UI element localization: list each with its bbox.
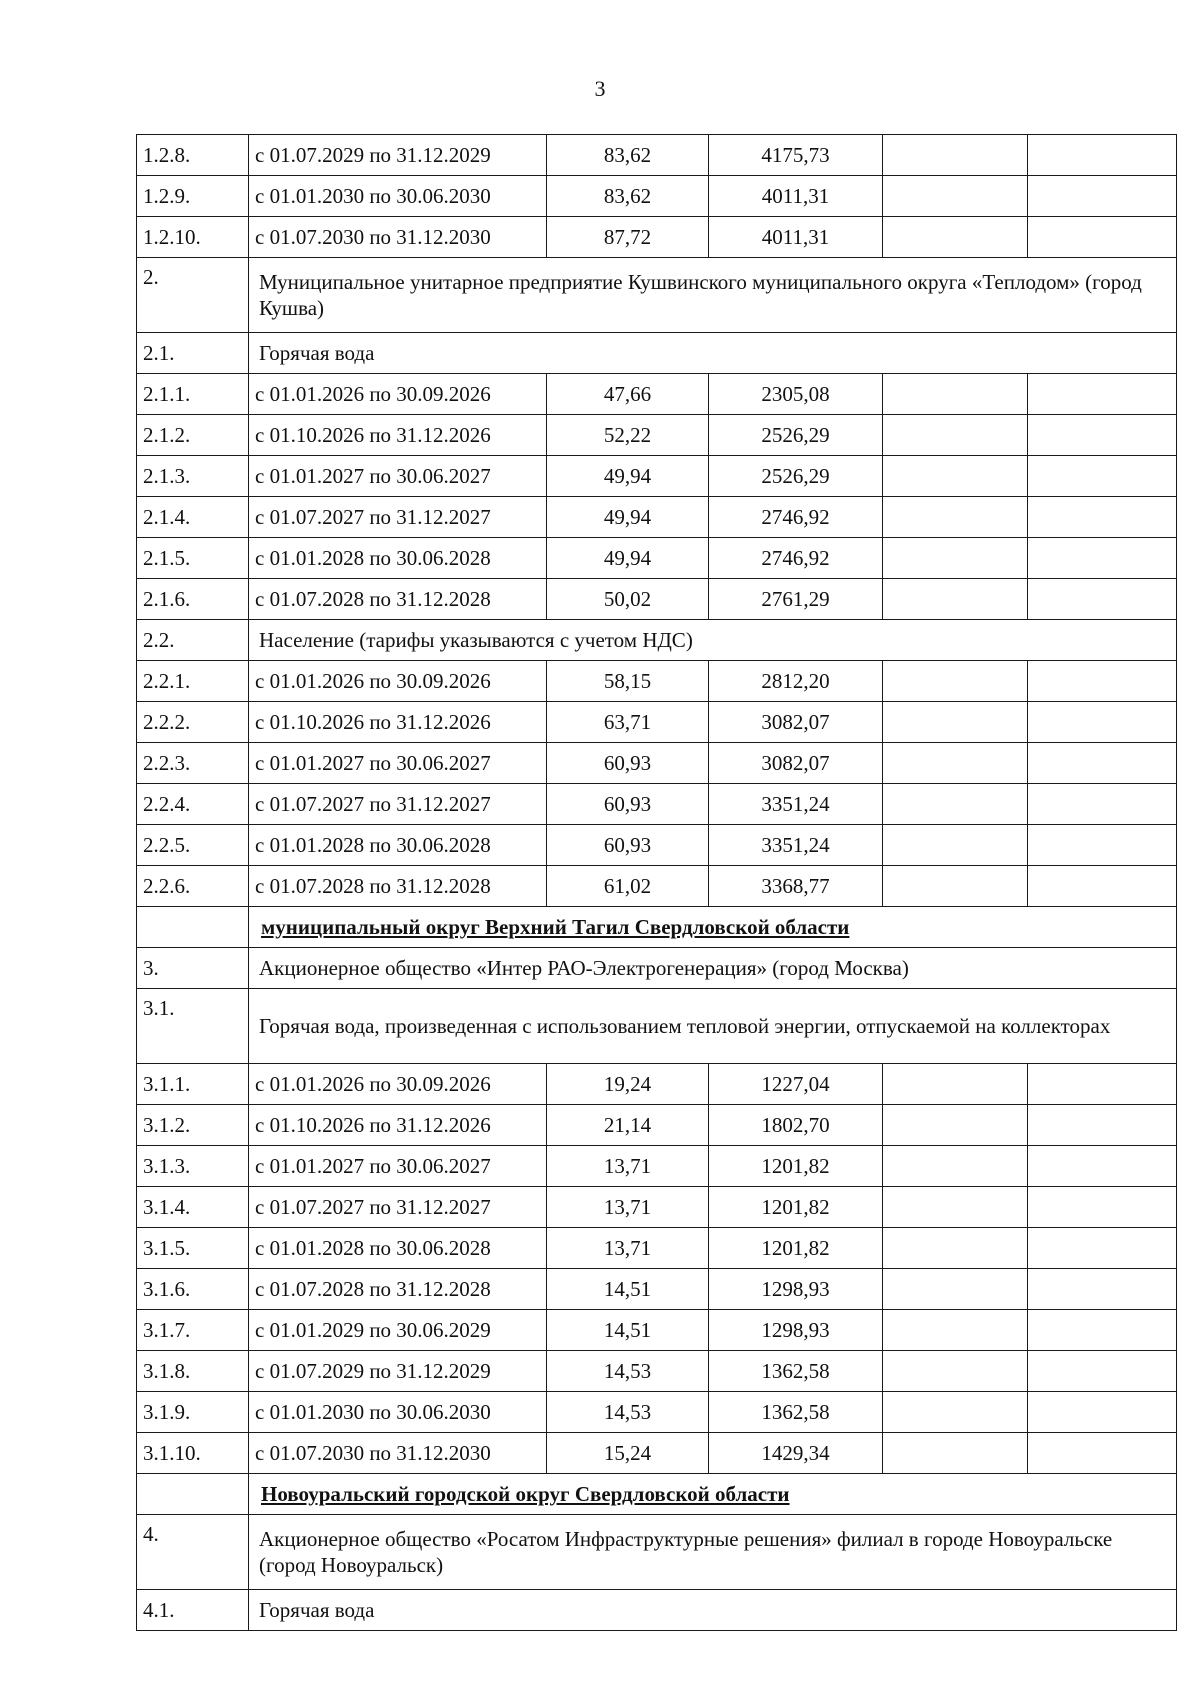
value-cell: 2305,08 <box>709 374 883 415</box>
row-code-cell: 2.1.6. <box>137 579 249 620</box>
value-cell: 2526,29 <box>709 456 883 497</box>
empty-cell <box>1028 743 1177 784</box>
table-row <box>137 456 1177 497</box>
value-cell: 3368,77 <box>709 866 883 907</box>
table-row <box>137 702 1177 743</box>
value-cell: 2812,20 <box>709 661 883 702</box>
period-cell: с 01.01.2026 по 30.09.2026 <box>249 1064 547 1105</box>
row-code-cell: 3.1.5. <box>137 1228 249 1269</box>
value-cell: 14,51 <box>547 1310 709 1351</box>
empty-cell <box>883 176 1028 217</box>
row-code-cell: 2.1.4. <box>137 497 249 538</box>
row-code-cell: 3.1.1. <box>137 1064 249 1105</box>
period-cell: с 01.01.2026 по 30.09.2026 <box>249 661 547 702</box>
value-cell: 14,51 <box>547 1269 709 1310</box>
empty-cell <box>883 1146 1028 1187</box>
value-cell: 63,71 <box>547 702 709 743</box>
period-cell: с 01.07.2028 по 31.12.2028 <box>249 1269 547 1310</box>
empty-cell <box>883 1310 1028 1351</box>
row-code-cell: 3.1.3. <box>137 1146 249 1187</box>
table-row <box>137 661 1177 702</box>
section-title: Население (тарифы указываются с учетом НДС) <box>249 620 1177 661</box>
section-heading-row <box>137 1590 1177 1631</box>
empty-cell <box>883 702 1028 743</box>
empty-cell <box>1028 1392 1177 1433</box>
value-cell: 60,93 <box>547 825 709 866</box>
empty-cell <box>1028 1187 1177 1228</box>
table-row <box>137 217 1177 258</box>
row-code-cell <box>137 1474 249 1515</box>
empty-cell <box>1028 1351 1177 1392</box>
row-code-cell: 3.1. <box>137 989 249 1064</box>
empty-cell <box>1028 579 1177 620</box>
value-cell: 2746,92 <box>709 497 883 538</box>
empty-cell <box>883 1187 1028 1228</box>
value-cell: 3351,24 <box>709 825 883 866</box>
empty-cell <box>1028 135 1177 176</box>
row-code-cell: 2.1.5. <box>137 538 249 579</box>
district-row <box>137 1474 1177 1515</box>
period-cell: с 01.07.2027 по 31.12.2027 <box>249 784 547 825</box>
empty-cell <box>1028 374 1177 415</box>
value-cell: 1201,82 <box>709 1187 883 1228</box>
empty-cell <box>1028 866 1177 907</box>
value-cell: 13,71 <box>547 1228 709 1269</box>
value-cell: 47,66 <box>547 374 709 415</box>
empty-cell <box>1028 1310 1177 1351</box>
period-cell: с 01.07.2030 по 31.12.2030 <box>249 1433 547 1474</box>
section-heading-row <box>137 258 1177 333</box>
row-code-cell: 2.2. <box>137 620 249 661</box>
value-cell: 2526,29 <box>709 415 883 456</box>
row-code-cell: 2.2.6. <box>137 866 249 907</box>
value-cell: 83,62 <box>547 176 709 217</box>
empty-cell <box>883 415 1028 456</box>
section-heading-row <box>137 989 1177 1064</box>
section-title: Горячая вода <box>249 1590 1177 1631</box>
table-row <box>137 538 1177 579</box>
section-heading-row <box>137 333 1177 374</box>
page-number: 3 <box>594 76 606 101</box>
row-code-cell: 2. <box>137 258 249 333</box>
value-cell: 2761,29 <box>709 579 883 620</box>
row-code-cell: 3. <box>137 948 249 989</box>
row-code-cell: 3.1.9. <box>137 1392 249 1433</box>
value-cell: 15,24 <box>547 1433 709 1474</box>
row-code-cell: 1.2.10. <box>137 217 249 258</box>
row-code-cell: 2.2.4. <box>137 784 249 825</box>
value-cell: 49,94 <box>547 497 709 538</box>
period-cell: с 01.01.2027 по 30.06.2027 <box>249 1146 547 1187</box>
table-row <box>137 415 1177 456</box>
period-cell: с 01.10.2026 по 31.12.2026 <box>249 702 547 743</box>
table-row <box>137 1105 1177 1146</box>
table-row <box>137 1310 1177 1351</box>
table-row <box>137 374 1177 415</box>
row-code-cell: 2.2.5. <box>137 825 249 866</box>
empty-cell <box>1028 702 1177 743</box>
value-cell: 14,53 <box>547 1392 709 1433</box>
value-cell: 58,15 <box>547 661 709 702</box>
value-cell: 1362,58 <box>709 1392 883 1433</box>
empty-cell <box>883 456 1028 497</box>
empty-cell <box>1028 497 1177 538</box>
row-code-cell: 2.1.3. <box>137 456 249 497</box>
value-cell: 52,22 <box>547 415 709 456</box>
row-code-cell: 3.1.8. <box>137 1351 249 1392</box>
period-cell: с 01.01.2027 по 30.06.2027 <box>249 456 547 497</box>
empty-cell <box>1028 1269 1177 1310</box>
empty-cell <box>1028 217 1177 258</box>
value-cell: 1201,82 <box>709 1146 883 1187</box>
value-cell: 60,93 <box>547 743 709 784</box>
row-code-cell: 4. <box>137 1515 249 1590</box>
empty-cell <box>883 1351 1028 1392</box>
period-cell: с 01.07.2027 по 31.12.2027 <box>249 1187 547 1228</box>
table-row <box>137 866 1177 907</box>
table-row <box>137 497 1177 538</box>
value-cell: 13,71 <box>547 1187 709 1228</box>
table-row <box>137 1187 1177 1228</box>
value-cell: 2746,92 <box>709 538 883 579</box>
period-cell: с 01.01.2028 по 30.06.2028 <box>249 1228 547 1269</box>
tariff-table <box>136 134 1177 1631</box>
empty-cell <box>883 825 1028 866</box>
table-row <box>137 1392 1177 1433</box>
table-row <box>137 1351 1177 1392</box>
district-title: Новоуральский городской округ Свердловской области <box>249 1474 1177 1515</box>
empty-cell <box>1028 176 1177 217</box>
table-row <box>137 1269 1177 1310</box>
value-cell: 1362,58 <box>709 1351 883 1392</box>
value-cell: 60,93 <box>547 784 709 825</box>
period-cell: с 01.01.2029 по 30.06.2029 <box>249 1310 547 1351</box>
empty-cell <box>1028 456 1177 497</box>
empty-cell <box>1028 415 1177 456</box>
value-cell: 87,72 <box>547 217 709 258</box>
value-cell: 83,62 <box>547 135 709 176</box>
value-cell: 1429,34 <box>709 1433 883 1474</box>
empty-cell <box>1028 1105 1177 1146</box>
empty-cell <box>883 538 1028 579</box>
empty-cell <box>883 217 1028 258</box>
value-cell: 3082,07 <box>709 743 883 784</box>
table-row <box>137 1228 1177 1269</box>
empty-cell <box>883 743 1028 784</box>
empty-cell <box>883 1433 1028 1474</box>
empty-cell <box>1028 538 1177 579</box>
empty-cell <box>883 374 1028 415</box>
row-code-cell: 3.1.10. <box>137 1433 249 1474</box>
row-code-cell: 2.2.1. <box>137 661 249 702</box>
empty-cell <box>1028 784 1177 825</box>
section-heading-row <box>137 1515 1177 1590</box>
value-cell: 50,02 <box>547 579 709 620</box>
row-code-cell: 2.2.3. <box>137 743 249 784</box>
section-heading-row <box>137 948 1177 989</box>
row-code-cell: 2.1.2. <box>137 415 249 456</box>
row-code-cell: 3.1.4. <box>137 1187 249 1228</box>
period-cell: с 01.07.2027 по 31.12.2027 <box>249 497 547 538</box>
empty-cell <box>883 1228 1028 1269</box>
section-title: Акционерное общество «Интер РАО-Электрогенерация» (город Москва) <box>249 948 1177 989</box>
value-cell: 4011,31 <box>709 217 883 258</box>
empty-cell <box>883 1064 1028 1105</box>
period-cell: с 01.10.2026 по 31.12.2026 <box>249 415 547 456</box>
value-cell: 14,53 <box>547 1351 709 1392</box>
row-code-cell: 2.1. <box>137 333 249 374</box>
section-title: Горячая вода, произведенная с использованием тепловой энергии, отпускаемой на коллекторах <box>249 989 1177 1064</box>
table-row <box>137 1146 1177 1187</box>
empty-cell <box>883 497 1028 538</box>
period-cell: с 01.07.2030 по 31.12.2030 <box>249 217 547 258</box>
table-row <box>137 579 1177 620</box>
table-row <box>137 784 1177 825</box>
row-code-cell: 1.2.8. <box>137 135 249 176</box>
period-cell: с 01.01.2028 по 30.06.2028 <box>249 825 547 866</box>
district-title: муниципальный округ Верхний Тагил Свердловской области <box>249 907 1177 948</box>
period-cell: с 01.07.2029 по 31.12.2029 <box>249 135 547 176</box>
table-row <box>137 825 1177 866</box>
period-cell: с 01.01.2026 по 30.09.2026 <box>249 374 547 415</box>
value-cell: 4011,31 <box>709 176 883 217</box>
section-heading-row <box>137 620 1177 661</box>
period-cell: с 01.07.2028 по 31.12.2028 <box>249 579 547 620</box>
value-cell: 49,94 <box>547 456 709 497</box>
row-code-cell: 3.1.6. <box>137 1269 249 1310</box>
empty-cell <box>883 579 1028 620</box>
empty-cell <box>883 661 1028 702</box>
value-cell: 1201,82 <box>709 1228 883 1269</box>
period-cell: с 01.01.2027 по 30.06.2027 <box>249 743 547 784</box>
value-cell: 49,94 <box>547 538 709 579</box>
row-code-cell: 3.1.2. <box>137 1105 249 1146</box>
period-cell: с 01.07.2028 по 31.12.2028 <box>249 866 547 907</box>
value-cell: 1298,93 <box>709 1269 883 1310</box>
table-body <box>137 135 1177 1631</box>
table-row <box>137 176 1177 217</box>
section-title: Муниципальное унитарное предприятие Кушвинского муниципального округа «Теплодом» (город Кушва) <box>249 258 1177 333</box>
period-cell: с 01.10.2026 по 31.12.2026 <box>249 1105 547 1146</box>
value-cell: 3351,24 <box>709 784 883 825</box>
section-title: Акционерное общество «Росатом Инфраструктурные решения» филиал в городе Новоуральске (город Новоуральск) <box>249 1515 1177 1590</box>
empty-cell <box>883 135 1028 176</box>
district-row <box>137 907 1177 948</box>
empty-cell <box>1028 1228 1177 1269</box>
value-cell: 1298,93 <box>709 1310 883 1351</box>
value-cell: 21,14 <box>547 1105 709 1146</box>
table-row <box>137 743 1177 784</box>
empty-cell <box>883 1269 1028 1310</box>
value-cell: 3082,07 <box>709 702 883 743</box>
row-code-cell: 2.2.2. <box>137 702 249 743</box>
value-cell: 19,24 <box>547 1064 709 1105</box>
table-row <box>137 135 1177 176</box>
value-cell: 1227,04 <box>709 1064 883 1105</box>
table-row <box>137 1433 1177 1474</box>
row-code-cell <box>137 907 249 948</box>
empty-cell <box>1028 661 1177 702</box>
empty-cell <box>1028 1146 1177 1187</box>
value-cell: 1802,70 <box>709 1105 883 1146</box>
period-cell: с 01.01.2030 по 30.06.2030 <box>249 1392 547 1433</box>
empty-cell <box>883 1392 1028 1433</box>
row-code-cell: 3.1.7. <box>137 1310 249 1351</box>
row-code-cell: 1.2.9. <box>137 176 249 217</box>
table-row <box>137 1064 1177 1105</box>
empty-cell <box>1028 1064 1177 1105</box>
empty-cell <box>1028 825 1177 866</box>
row-code-cell: 4.1. <box>137 1590 249 1631</box>
empty-cell <box>883 1105 1028 1146</box>
period-cell: с 01.07.2029 по 31.12.2029 <box>249 1351 547 1392</box>
value-cell: 61,02 <box>547 866 709 907</box>
empty-cell <box>1028 1433 1177 1474</box>
period-cell: с 01.01.2030 по 30.06.2030 <box>249 176 547 217</box>
empty-cell <box>883 784 1028 825</box>
row-code-cell: 2.1.1. <box>137 374 249 415</box>
period-cell: с 01.01.2028 по 30.06.2028 <box>249 538 547 579</box>
empty-cell <box>883 866 1028 907</box>
value-cell: 13,71 <box>547 1146 709 1187</box>
section-title: Горячая вода <box>249 333 1177 374</box>
value-cell: 4175,73 <box>709 135 883 176</box>
